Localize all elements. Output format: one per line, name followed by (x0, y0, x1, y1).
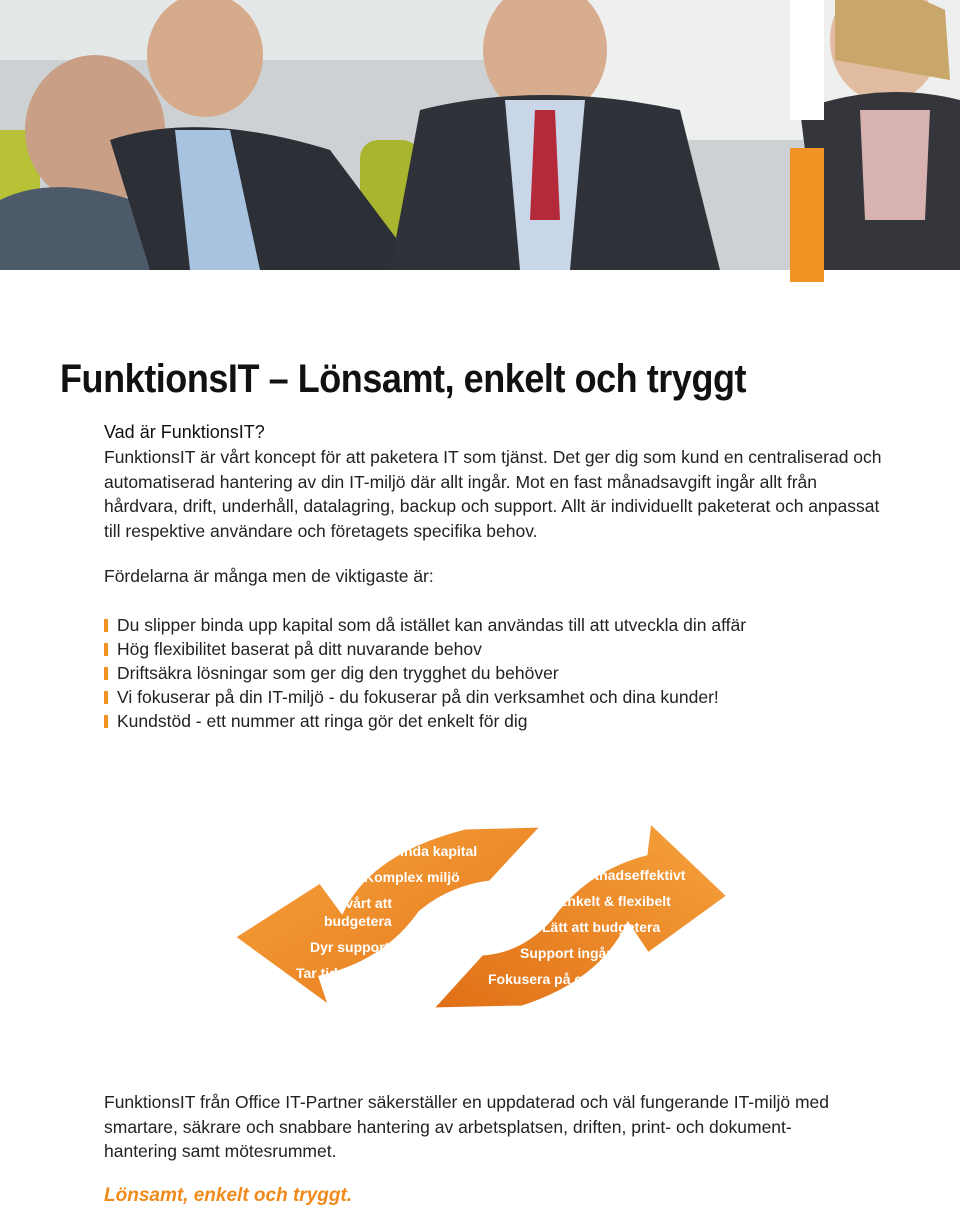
left-arrow-label: budgetera (324, 913, 392, 929)
list-item-text: Du slipper binda upp kapital som då istället kan användas till att utveckla din affär (117, 615, 747, 635)
bullet-marker (104, 715, 108, 728)
bullet-marker (104, 691, 108, 704)
list-item (104, 637, 746, 661)
benefits-lead: Fördelarna är många men de viktigaste är: (104, 566, 434, 586)
right-arrow-label: Fokusera på er affär (488, 971, 622, 987)
comparison-arrow-diagram (220, 812, 740, 1022)
decorative-white-bar (790, 0, 824, 120)
right-arrow-label: Enkelt & flexibelt (558, 893, 671, 909)
list-item (104, 613, 746, 637)
intro-heading: Vad är FunktionsIT? (104, 422, 265, 442)
page-title: FunktionsIT – Lönsamt, enkelt och tryggt (60, 356, 747, 401)
right-arrow-label: Support ingår (520, 945, 612, 961)
left-arrow-label: Svårt att (336, 895, 393, 911)
left-arrow-label: Komplex miljö (364, 869, 460, 885)
bullet-marker (104, 619, 108, 632)
list-item-text: Vi fokuserar på din IT-miljö - du fokuserar på din verksamhet och dina kunder! (117, 687, 719, 707)
decorative-orange-bar (790, 148, 824, 282)
right-arrow-label: Lätt att budgetera (542, 919, 661, 935)
intro-body: FunktionsIT är vårt koncept för att paketera IT som tjänst. Det ger dig som kund en centraliserad och automatiserad hantering av din IT-miljö där allt ingår. Mot en fast månadsavgift ingår allt från hårdvara, drift, underhåll, datalagring, backup och support. Allt är individuellt paketerat och anpassat till respektive användare och företagets specifika behov. (104, 447, 882, 541)
benefits-list (104, 613, 746, 733)
left-arrow-label: Tar tid från annat (296, 965, 410, 981)
closing-paragraph: FunktionsIT från Office IT-Partner säkerställer en uppdaterad och väl fungerande IT-miljö med smartare, säkrare och snabbare hantering av arbetsplatsen, driften, print- och dokument-hantering samt mötesrummet. (104, 1092, 829, 1161)
list-item-text: Driftsäkra lösningar som ger dig den trygghet du behöver (117, 663, 559, 683)
list-item (104, 709, 746, 733)
bullet-marker (104, 667, 108, 680)
left-arrow-label: Dyr support (310, 939, 390, 955)
list-item (104, 661, 746, 685)
list-item (104, 685, 746, 709)
left-arrow-label: Binda kapital (390, 843, 478, 859)
right-arrow-label: Kostnadseffektivt (568, 867, 686, 883)
tagline: Lönsamt, enkelt och tryggt. (104, 1185, 353, 1206)
list-item-text: Kundstöd - ett nummer att ringa gör det enkelt för dig (117, 711, 528, 731)
list-item-text: Hög flexibilitet baserat på ditt nuvarande behov (117, 639, 482, 659)
bullet-marker (104, 643, 108, 656)
